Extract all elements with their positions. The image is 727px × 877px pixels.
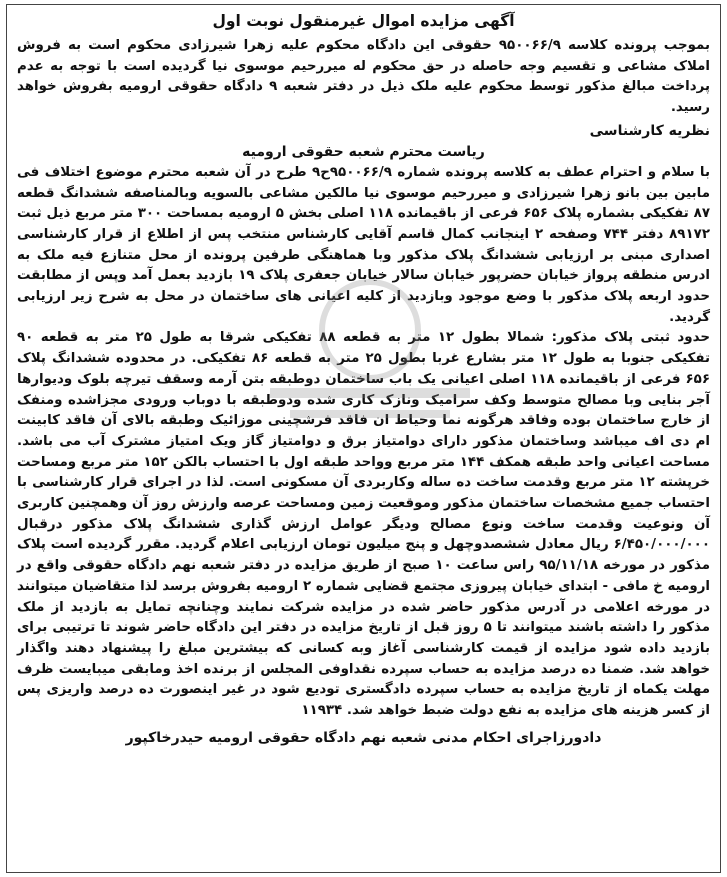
- auction-notice: [6, 4, 721, 873]
- expert-report-body: با سلام و احترام عطف به کلاسه پرونده شماره ۹۵۰۰۶۶/۹ح۹ طرح در آن شعبه محترم موضوع اختلاف فی مابین بین بانو زهرا شیرزادی و میررحیم موسوی نیا مالکین مشاعی بالسویه وبالمناصفه ششدانگ قطعه ۸۷ تفکیکی بشماره پلاک ۶۵۶ فرعی از باقیمانده ۱۱۸ اصلی بخش ۵ ارومیه بمساحت ۳۰۰ متر مربع ذیل ثبت ۸۹۱۷۲ دفتر ۷۴۴ وصفحه ۲ اینجانب کمال قاسم آقایی کارشناس منتخب پس از اطلاع از قرار کارشناسی اصداری مبنی بر ارزیابی ششدانگ پلاک مذکور وبا هماهنگی طرفین پرونده از محل متنازع فیه ملک به ادرس منطقه پرواز خیابان حضرپور خیابان سالار خیابان جعفری پلاک ۱۹ بازدید بعمل آمد وپس از مطابقت حدود اربعه پلاک مذکور با وضع موجود وبازدید از کلیه اعیانی های ساختمان در محل به شرح زیر ارزیابی گردید.: [17, 164, 710, 325]
- notice-intro: بموجب پرونده کلاسه ۹۵۰۰۶۶/۹ حقوقی این دادگاه محکوم علیه زهرا شیرزادی محکوم است به فروش املاک مشاعی و تقسیم وجه حاصله در حق محکوم له میررحیم موسوی نیا گردیده است با توجه به عدم پرداخت مبالغ مذکور توسط محکوم علیه ملک ذیل در دفتر شعبه ۹ دادگاه حقوقی ارومیه بفروش خواهد رسید.: [17, 38, 710, 116]
- expert-opinion-heading: نظریه کارشناسی: [589, 122, 710, 139]
- property-boundaries-and-terms: حدود ثبتی پلاک مذکور: شمالا بطول ۱۲ متر به قطعه ۸۸ تفکیکی شرقا به طول ۲۵ متر به قطعه ۹۰ تفکیکی جنوبا به طول ۱۲ متر بشارع غربا بطول ۲۵ متر به قطعه ۸۶ تفکیکی. در محدوده ششدانگ پلاک ۶۵۶ فرعی از باقیمانده ۱۱۸ اصلی اعیانی یک باب ساختمان دوطبقه بتن آرمه وسقف تیرچه بلوک ودیوارها آجر بنایی وبا مصالح متوسط وکف سرامیک ونازک کاری شده ودوطبقه با دوباب ورودی مجزاشده ومنفک از خارج ساختمان بوده وفاقد هرگونه نما وحیاط ان فاقد فرشچینی موزائیک وطبقه بالای آن فاقد کابینت ام دی اف میباشد وساختمان مذکور دارای دوامتیاز برق و دوامتیاز گاز ویک امتیاز مشترک آب می باشد. مساحت اعیانی واحد طبقه همکف ۱۴۴ متر مربع وواحد طبقه اول با احتساب بالکن ۱۵۲ متر مربع ومساحت خرپشته ۱۲ متر مربع وقدمت ساخت ده ساله وکاربردی آن مسکونی است. لذا در اجرای قرار کارشناسی با احتساب جمیع مشخصات ساختمان مذکور وموقعیت زمین ومساحت عرصه وارزش روز آن وهمچنین کاربری آن ونوعیت وقدمت ساخت ونوع مصالح ودیگر عوامل ارزش گذاری ششدانگ پلاک مذکور درقبال ۶/۴۵۰/۰۰۰/۰۰۰ ریال معادل ششصدوچهل و پنج میلیون تومان ارزیابی اعلام گردید. مقرر گردیده است پلاک مذکور در مورخه ۹۵/۱۱/۱۸ راس ساعت ۱۰ صبح از طریق مزایده در دفتر شعبه نهم دادگاه حقوقی واقع در ارومیه خ مافی - ابتدای خیابان پیروزی مجتمع قضایی شماره ۲ ارومیه بفروش برسد لذا متقاضیان میتوانند در مورخه اعلامی در آدرس مذکور حاضر شده در مزایده شرکت نمایند وچنانچه تمایل به بازدید از ملک مذکور را داشته باشند میتوانند تا ۵ روز قبل از تاریخ مزایده در دفتر این دادگاه حاضر شوند تا ترتیبی برای بازدید داده شود مزایده از قیمت کارشناسی آغاز وبه کسانی که بیشترین مبلغ را پیشنهاد دهند واگذار خواهد شد. ضمنا ده درصد مزایده به حساب سپرده نقداوفی المجلس از برنده اخذ ومابقی میبایست ظرف مهلت یکماه از تاریخ مزایده به حساب سپرده دادگستری تودیع شود در غیر اینصورت ده درصد واریزی پس از کسر هزینه های مزایده به نفع دولت ضبط خواهد شد. ۱۱۹۳۴: [17, 330, 711, 719]
- notice-signature: دادورزاجرای احکام مدنی شعبه نهم دادگاه حقوقی ارومیه حیدرخاکپور: [125, 729, 602, 746]
- notice-title: آگهی مزایده اموال غیرمنقول نوبت اول: [212, 12, 515, 30]
- court-address-line: ریاست محترم شعبه حقوقی ارومیه: [242, 143, 485, 160]
